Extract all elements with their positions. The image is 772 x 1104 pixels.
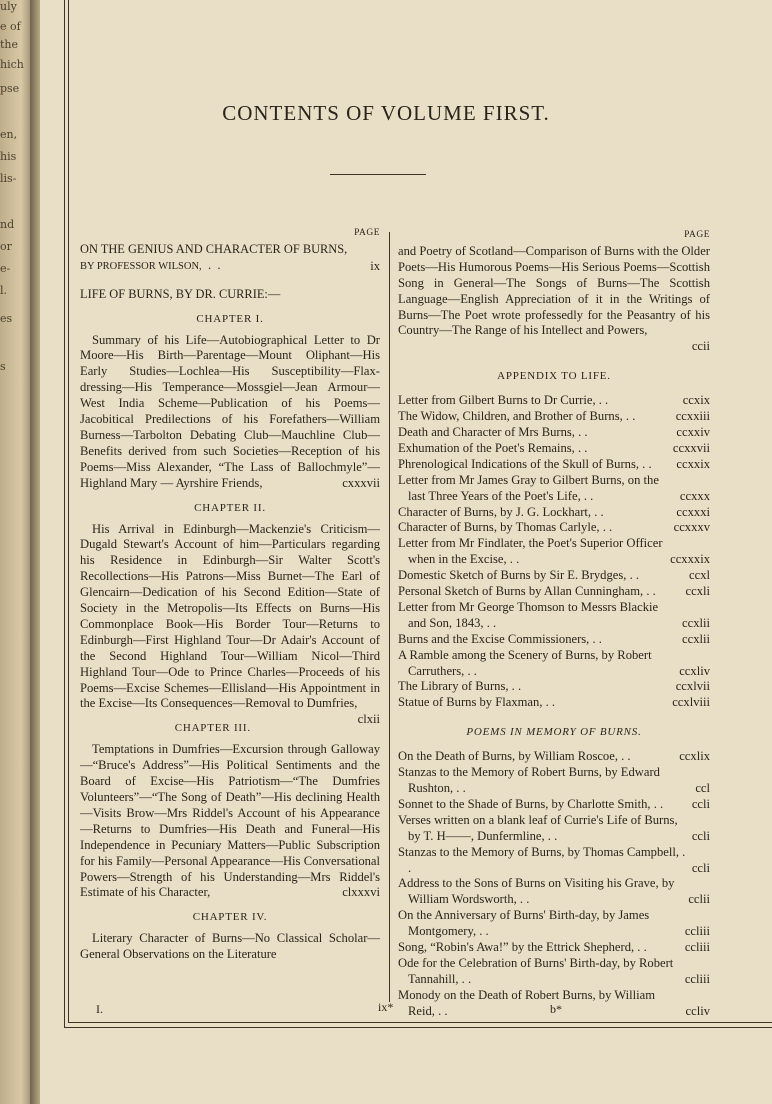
- entry-page: ccxlii: [682, 615, 710, 630]
- toc-entry[interactable]: [398, 797, 710, 813]
- adjacent-page-fragment: e-: [0, 262, 11, 275]
- adjacent-page-fragment: hich: [0, 58, 24, 71]
- entry-page: ccli: [691, 796, 710, 811]
- entry-title: Character of Burns, by Thomas Carlyle, . .: [398, 520, 613, 535]
- toc-entry[interactable]: [398, 679, 710, 695]
- entry-page: ccxlviii: [672, 695, 710, 710]
- column-divider: [389, 232, 390, 1002]
- entry-page: ccl: [695, 781, 710, 795]
- entry-title: The Library of Burns, . .: [398, 679, 522, 694]
- entry-page: ccxlix: [679, 749, 710, 764]
- toc-entry[interactable]: [398, 632, 710, 648]
- adjacent-page-fragment: lis-: [0, 172, 17, 185]
- entry-page: ccxix: [682, 393, 710, 408]
- entry-author: BY PROFESSOR WILSON,: [80, 260, 202, 272]
- entry-title: Death and Character of Mrs Burns, . .: [398, 424, 588, 439]
- entry-title: Letter from Mr George Thomson to Messrs Blackie and Son, 1843, . .: [398, 599, 659, 630]
- chapter-page: cxxxvii: [342, 475, 380, 490]
- toc-entry[interactable]: [398, 520, 710, 536]
- toc-entry[interactable]: [398, 441, 710, 457]
- toc-entry[interactable]: [398, 425, 710, 441]
- adjacent-page-fragment: uly: [0, 0, 17, 13]
- entry-page: ccxxvii: [672, 440, 710, 455]
- appendix-list: [398, 393, 710, 711]
- chapter-heading: CHAPTER IV.: [192, 911, 268, 924]
- book-gutter: [30, 0, 40, 1104]
- entry-page: ccxliv: [679, 663, 710, 678]
- page-title: CONTENTS OF VOLUME FIRST.: [222, 101, 550, 125]
- chapter-heading: CHAPTER I.: [196, 312, 264, 325]
- entry-title: Monody on the Death of Robert Burns, by William Reid, . .: [398, 987, 656, 1018]
- volume-mark: I.: [96, 1002, 103, 1016]
- entry-title: Character of Burns, by J. G. Lockhart, . .: [398, 504, 604, 519]
- chapter-summary[interactable]: [80, 333, 380, 492]
- adjacent-page-edge: [0, 0, 30, 1104]
- life-heading: LIFE OF BURNS, BY DR. CURRIE:—: [80, 286, 281, 301]
- adjacent-page-fragment: pse: [0, 82, 20, 95]
- entry-title: Address to the Sons of Burns on Visiting his Grave, by William Wordsworth, . .: [398, 876, 675, 907]
- entry-title: On the Death of Burns, by William Roscoe, . .: [398, 749, 631, 764]
- entry-page: ccxxix: [676, 456, 710, 471]
- toc-entry[interactable]: [398, 876, 710, 908]
- entry-page: ccxlii: [682, 631, 710, 646]
- entry-title: The Widow, Children, and Brother of Burns, . .: [398, 409, 636, 424]
- toc-entry[interactable]: [398, 409, 710, 425]
- toc-entry[interactable]: [398, 600, 710, 632]
- entry-title: ON THE GENIUS AND CHARACTER OF BURNS,: [80, 241, 348, 256]
- entry-title: Ode for the Celebration of Burns' Birth-day, by Robert Tannahill, . .: [398, 955, 674, 986]
- entry-page: ccxxxix: [670, 552, 710, 567]
- entry-title: Burns and the Excise Commissioners, . .: [398, 631, 602, 646]
- entry-page: ccliii: [684, 971, 710, 986]
- toc-entry[interactable]: [398, 940, 710, 956]
- entry-title: On the Anniversary of Burns' Birth-day, by James Montgomery, . .: [398, 908, 650, 939]
- poems-list: [398, 749, 710, 1019]
- entry-page: ccxl: [689, 568, 710, 583]
- chapter-text: Summary of his Life—Autobiographical Letter to Dr Moore—His Birth—Parentage—Mount Oliphant—His Early Studies—Lochlea—His Susceptibility—Flax-dressing—His Temperance—Mossgiel—Jean Armour—West India Scheme—Publication of his Poems—Jacobitical Predilections of his Forefathers—William Burness—Tarbolton Debating Club—Mauchline Club—Benefits derived from such Societies—Reception of his Poems—Miss Alexander, “The Lass of Ballochmyle”—Highland Mary — Ayrshire Friends,: [80, 332, 380, 490]
- toc-entry-genius[interactable]: ON THE GENIUS AND CHARACTER OF BURNS, BY PROFESSOR WILSON, . . ix: [80, 241, 380, 273]
- entry-title: Letter from Mr James Gray to Gilbert Burns, on the last Three Years of the Poet's Life, . .: [398, 472, 659, 503]
- entry-title: Letter from Gilbert Burns to Dr Currie, . .: [398, 393, 609, 408]
- title-rule: [330, 174, 426, 175]
- entry-title: Personal Sketch of Burns by Allan Cunningham, . .: [398, 584, 656, 599]
- toc-entry[interactable]: [398, 765, 710, 797]
- toc-entry[interactable]: [398, 393, 710, 409]
- entry-title: Phrenological Indications of the Skull of Burns, . .: [398, 456, 652, 471]
- toc-entry[interactable]: [398, 749, 710, 765]
- chapter-text: Literary Character of Burns—No Classical Scholar—General Observations on the Literature: [80, 931, 380, 962]
- entry-page: ccliii: [684, 924, 710, 939]
- chapter-summary[interactable]: [80, 742, 380, 901]
- entry-page: ccii: [691, 339, 710, 354]
- entry-title: Stanzas to the Memory of Burns, by Thomas Campbell, . .: [398, 844, 686, 875]
- page-number: ix*: [378, 1000, 394, 1014]
- toc-entry[interactable]: [398, 584, 710, 600]
- adjacent-page-fragment: en,: [0, 128, 18, 141]
- toc-entry[interactable]: [398, 473, 710, 505]
- adjacent-page-fragment: es: [0, 312, 13, 325]
- toc-entry[interactable]: [398, 695, 710, 711]
- toc-entry[interactable]: [398, 908, 710, 940]
- toc-entry[interactable]: [398, 568, 710, 584]
- chapter-text: Temptations in Dumfries—Excursion through Galloway—“Bruce's Address”—His Political Sentiments and the Board of Excise—His Patriotism—“The Dumfries Volunteers”—“The Song of Death”—His declining Health—Visits Brow—Mrs Riddel's Account of his Appearance—Returns to Dumfries—His Death and Funeral—His Independence in Pecuniary Matters—Public Subscription for his Family—Personal Appearance—His Conversational Powers—Strength of his Understanding—Mrs Riddel's Estimate of his Character,: [80, 742, 380, 900]
- entry-title: Statue of Burns by Flaxman, . .: [398, 695, 556, 710]
- entry-page: ccxxiii: [675, 409, 710, 424]
- entry-title: Stanzas to the Memory of Robert Burns, by Edward Rushton, . .: [398, 765, 660, 795]
- entry-page: ccli: [691, 828, 710, 843]
- adjacent-page-fragment: nd: [0, 218, 15, 231]
- chapter-text: His Arrival in Edinburgh—Mackenzie's Criticism—Dugald Stewart's Account of him—Particulars regarding his Residence in Edinburgh—Sir Walter Scott's Recollections—His Patrons—Miss Burnet—The Earl of Glencairn—Dedication of his Second Edition—State of Society in the Metropolis—Its Effects on Burns—His Commonplace Book—His Border Tour—Returns to Edinburgh—First Highland Tour—Dr Adair's Account of the Second Highland Tour—William Nicol—Third Highland Tour—Ode to Prince Charles—Proceeds of his Poems—Excise Schemes—Ellisland—His Appointment in the Excise—Its Consequences—Removal to Dumfries,: [80, 521, 380, 711]
- toc-entry[interactable]: [398, 457, 710, 473]
- entry-page: ix: [370, 258, 380, 273]
- chapter-heading: CHAPTER II.: [194, 501, 266, 514]
- toc-entry[interactable]: [398, 845, 710, 877]
- poems-heading: POEMS IN MEMORY OF BURNS.: [466, 726, 642, 739]
- toc-entry[interactable]: [398, 505, 710, 521]
- entry-page: ccxxxi: [676, 504, 710, 519]
- toc-entry[interactable]: [398, 648, 710, 680]
- chapter-page: clxxxvi: [342, 885, 380, 900]
- entry-title: and Poetry of Scotland—Comparison of Burns with the Older Poets—His Humorous Poems—His Serious Poems—Scottish Song in General—The Songs of Burns—The Scottish Language—English Appreciation of it in the Writings of Burns—The Poet wrote professedly for the Peasantry of his Country—The Range of his Intellect and Powers,: [398, 243, 711, 338]
- entry-page: ccxxx: [679, 488, 710, 503]
- entry-page: ccliii: [684, 940, 710, 955]
- toc-continuation[interactable]: [398, 244, 710, 339]
- entry-title: Domestic Sketch of Burns by Sir E. Brydges, . .: [398, 568, 640, 583]
- entry-page: ccxxiv: [676, 424, 710, 439]
- adjacent-page-fragment: his: [0, 150, 17, 163]
- adjacent-page-fragment: s: [0, 360, 6, 373]
- appendix-heading: APPENDIX TO LIFE.: [497, 370, 611, 383]
- toc-entry[interactable]: [398, 956, 710, 988]
- entry-page: ccxlvii: [675, 679, 710, 694]
- toc-entry[interactable]: [398, 536, 710, 568]
- adjacent-page-fragment: l.: [0, 284, 8, 297]
- entry-page: ccxxxv: [673, 520, 710, 535]
- right-column: [398, 230, 711, 1020]
- page-column-label: PAGE: [354, 228, 380, 238]
- entry-page: ccliv: [685, 1003, 710, 1018]
- entry-page: ccli: [691, 860, 710, 875]
- page-column-label: PAGE: [684, 230, 710, 240]
- toc-entry[interactable]: [398, 813, 710, 845]
- entry-title: A Ramble among the Scenery of Burns, by Robert Carruthers, . .: [398, 647, 652, 678]
- entry-page: cclii: [688, 892, 710, 907]
- chapter-heading: CHAPTER III.: [174, 722, 251, 735]
- signature-mark: b*: [550, 1002, 562, 1016]
- entry-title: Sonnet to the Shade of Burns, by Charlotte Smith, . .: [398, 796, 664, 811]
- entry-page: ccxli: [685, 584, 710, 599]
- entry-title: Verses written on a blank leaf of Currie's Life of Burns, by T. H——, Dunfermline, . .: [398, 812, 678, 843]
- adjacent-page-fragment: or: [0, 240, 12, 253]
- chapter-summary[interactable]: [80, 521, 380, 727]
- entry-title: Exhumation of the Poet's Remains, . .: [398, 440, 588, 455]
- chapter-summary[interactable]: [80, 931, 380, 963]
- chapter-page: clxii: [357, 712, 380, 727]
- adjacent-page-fragment: e of: [0, 20, 21, 33]
- left-column: [80, 226, 380, 963]
- entry-title: Song, “Robin's Awa!” by the Ettrick Shepherd, . .: [398, 940, 647, 955]
- entry-title: Letter from Mr Findlater, the Poet's Superior Officer when in the Excise, . .: [398, 536, 663, 567]
- adjacent-page-fragment: the: [0, 38, 19, 51]
